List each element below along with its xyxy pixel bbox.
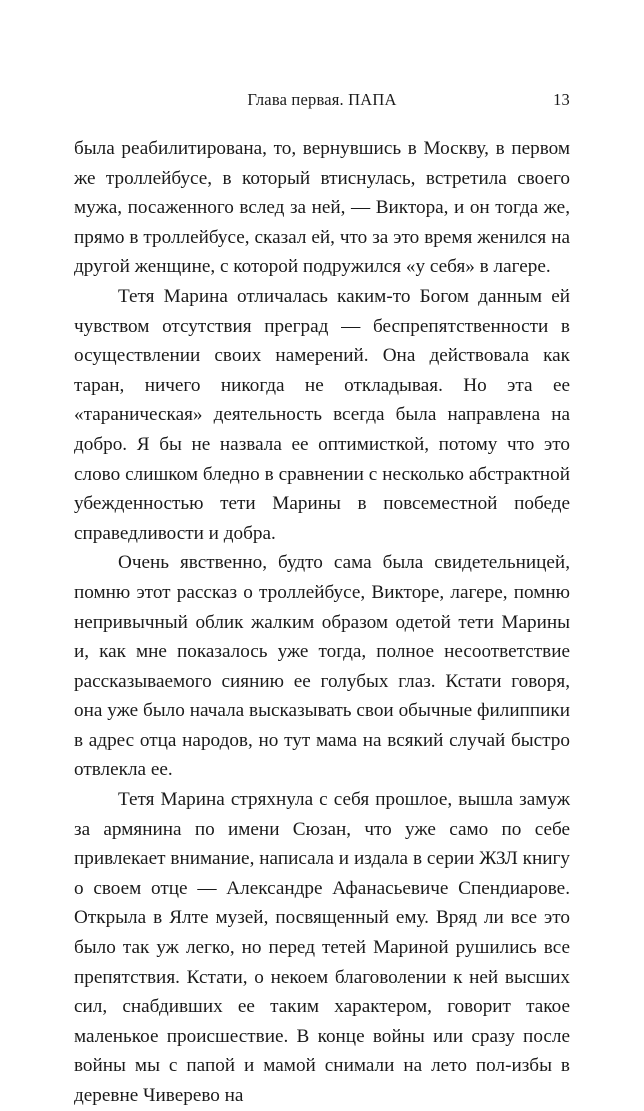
paragraph: Тетя Марина отличалась каким-то Богом данным ей чувством отсутствия преград — беспрепятственности в осуществлении своих намерений. Она действовала как таран, ничего никогда не откладывая. Но эта ее «тараническая» деятельность всегда была направлена на добро. Я бы не назвала ее оптимисткой, потому что это слово слишком бледно в сравнении с несколько абстрактной убежденностью тети Марины в повсеместной победе справедливости и добра. (74, 285, 570, 544)
paragraph: Очень явственно, будто сама была свидетельницей, помню этот рассказ о троллейбусе, Викторе, лагере, помню непривычный облик жалким образом одетой тети Марины и, как мне показалось уже тогда, полное несоответствие рассказываемого сиянию ее голубых глаз. Кстати говоря, она уже было начала высказывать свои обычные филиппики в адрес отца народов, но тут мама на всякий случай быстро отвлекла ее. (74, 552, 570, 781)
paragraph: Тетя Марина стряхнула с себя прошлое, вышла замуж за армянина по имени Сюзан, что уже само по себе привлекает внимание, написала и издала в серии ЖЗЛ книгу о своем отце — Александре Афанасьевиче Спендиарове. Открыла в Ялте музей, посвященный ему. Вряд ли все это было так уж легко, но перед тетей Мариной рушились все препятствия. Кстати, о некоем благоволении к ней высших сил, снабдивших ее таким характером, говорит такое маленькое происшествие. В конце войны или сразу после войны мы с папой и мамой снимали на лето пол-избы в деревне Чиверево на (74, 789, 570, 1106)
running-head (74, 90, 570, 114)
paragraph-continued: была реабилитирована, то, вернувшись в Москву, в первом же троллейбусе, в который втиснулась, встретила своего мужа, посаженного вслед за ней, — Виктора, и он тогда же, прямо в троллейбусе, сказал ей, что за это время женился на другой женщине, с которой подружился «у себя» в лагере. (74, 138, 570, 278)
page-number: 13 (553, 90, 570, 109)
chapter-title: Глава первая. ПАПА (247, 90, 397, 109)
body-text (74, 134, 570, 1111)
